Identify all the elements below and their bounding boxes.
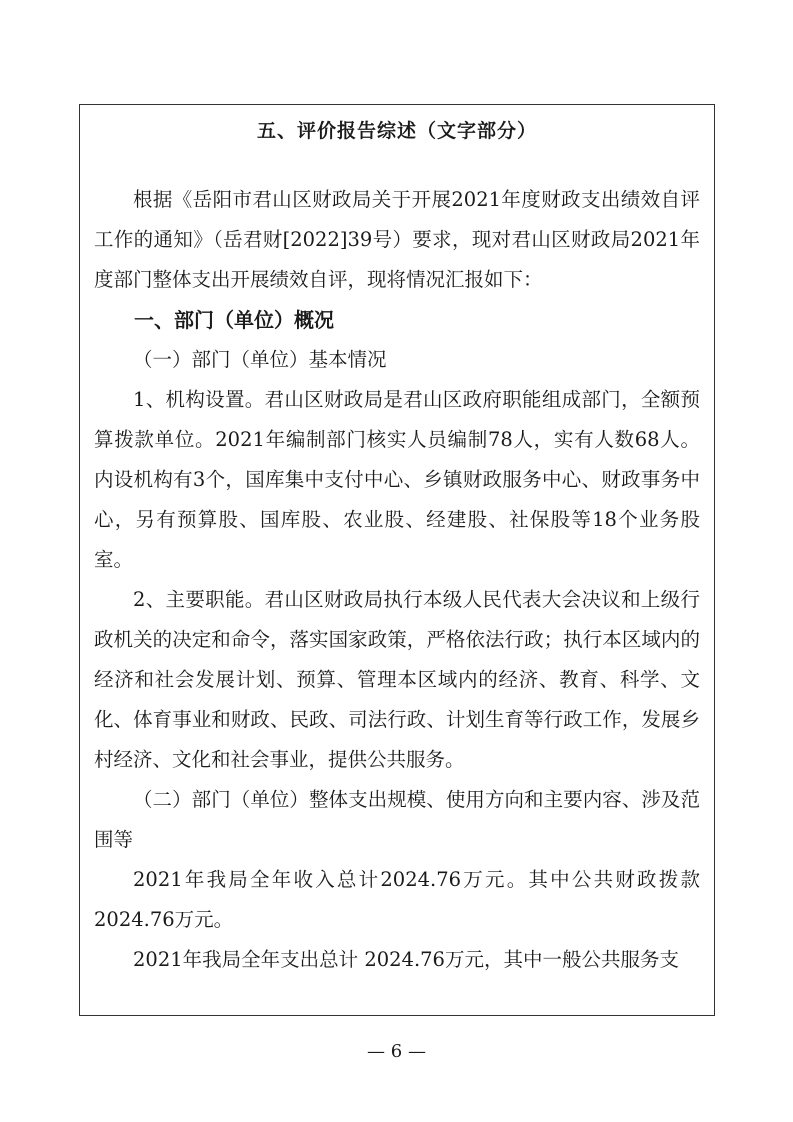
report-heading: 五、评价报告综述（文字部分） — [256, 120, 537, 142]
page-number: — 6 — — [367, 1041, 426, 1062]
report-body — [94, 180, 700, 980]
report-frame — [79, 104, 715, 1016]
paragraph-functions: 2、主要职能。君山区财政局执行本级人民代表大会决议和上级行政机关的决定和命令，落实国家政策，严格依法行政；执行本区域内的经济和社会发展计划、预算、管理本区域内的经济、教育、科学、文化、体育事业和财政、民政、司法行政、计划生育等行政工作，发展乡村经济、文化和社会事业，提供公共服务。 — [94, 588, 700, 771]
intro-paragraph: 根据《岳阳市君山区财政局关于开展2021年度财政支出绩效自评工作的通知》（岳君财[2022]39号）要求，现对君山区财政局2021年度部门整体支出开展绩效自评，现将情况汇报如下： — [94, 188, 700, 291]
paragraph-income: 2021年我局全年收入总计2024.76万元。其中公共财政拨款2024.76万元。 — [94, 868, 700, 931]
section-title-overview: 一、部门（单位）概况 — [134, 308, 334, 332]
subsection-basic-info: （一）部门（单位）基本情况 — [133, 348, 387, 371]
paragraph-expenditure: 2021年我局全年支出总计 2024.76万元，其中一般公共服务支 — [133, 948, 679, 971]
subsection-expenditure-scope: （二）部门（单位）整体支出规模、使用方向和主要内容、涉及范围等 — [94, 788, 700, 851]
paragraph-organization: 1、机构设置。君山区财政局是君山区政府职能组成部门，全额预算拨款单位。2021年编制部门核实人员编制78人，实有人数68人。内设机构有3个，国库集中支付中心、乡镇财政服务中心、财政事务中心，另有预算股、国库股、农业股、经建股、社保股等18个业务股室。 — [94, 388, 700, 571]
